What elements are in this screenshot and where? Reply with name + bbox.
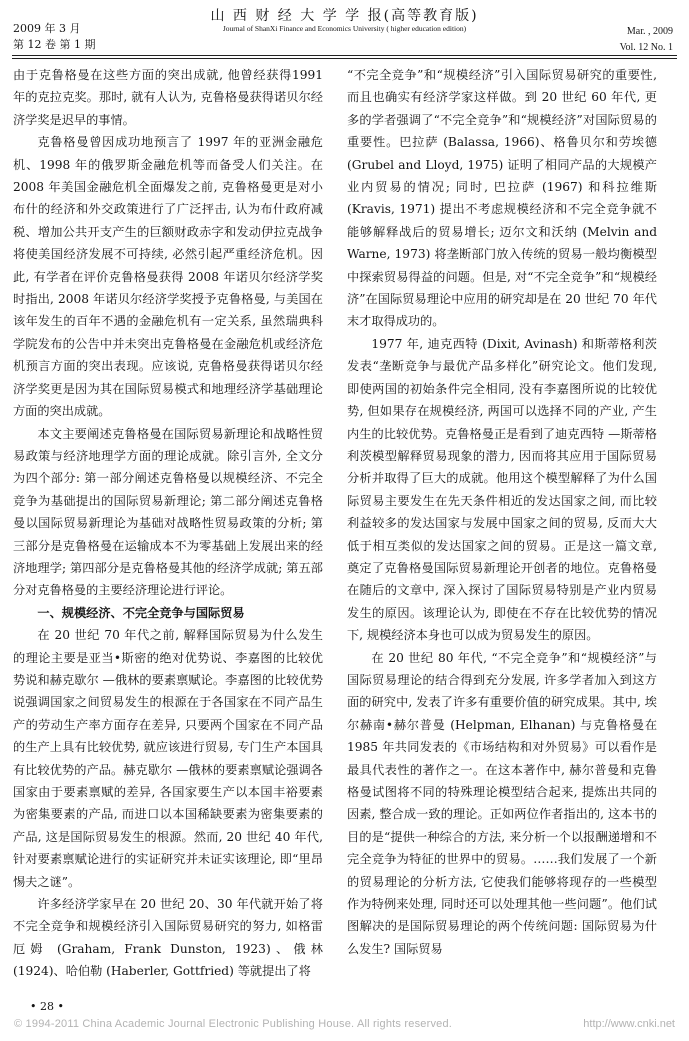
issue-date-cn: 2009 年 3 月 [13,22,81,35]
issue-volume-cn: 第 12 卷 第 1 期 [13,38,96,51]
issue-date-en: Mar. , 2009 [626,26,673,37]
copyright-notice: © 1994-2011 China Academic Journal Electronic Publishing House. All rights reserved. [14,1018,453,1030]
header-rule [12,55,677,56]
journal-title-en: Journal of ShanXi Finance and Economics University ( higher education edition) [222,24,467,33]
header-rule-thin [12,58,677,59]
body-paragraph: 本文主要阐述克鲁格曼在国际贸易新理论和战略性贸易政策与经济地理学方面的理论成就。除引言外, 全文分为四个部分: 第一部分阐述克鲁格曼以规模经济、不完全竞争为基础提出的国际贸易新理论; 第二部分阐述克鲁格曼以国际贸易新理论为基础对战略性贸易政策的分析; 第三部分是克鲁格曼在运输成本不为零基础上发展出来的经济地理学; 第四部分是克鲁格曼其他的经济学成就; 第五部分对克鲁格曼的主要经济理论进行评论。 [13,426,323,598]
left-text-column [13,64,323,983]
right-text-column [347,64,657,960]
body-paragraph: 在 20 世纪 70 年代之前, 解释国际贸易为什么发生的理论主要是亚当•斯密的绝对优势说、李嘉图的比较优势说和赫克歇尔 —俄林的要素禀赋论。李嘉图的比较优势说强调国家之间贸易发生的根源在于各国家在不同产品生产的劳动生产率方面存在差异, 只要两个国家在不同产品的生产上具有比较优势, 就应该进行贸易, 专门生产本国具有比较优势的产品。赫克歇尔 —俄林的要素禀赋论强调各国家由于要素禀赋的差异, 各国家要生产以本国丰裕要素为密集要素的产品, 而进口以本国稀缺要素为密集要素的产品, 这是国际贸易发生的根源。然而, 20 世纪 40 年代, 针对要素禀赋论进行的实证研究并未证实该理论, 即“里昂惕夫之谜”。 [13,628,323,889]
footer-url-link[interactable]: http://www.cnki.net [583,1018,675,1030]
issue-volume-en: Vol. 12 No. 1 [619,42,673,53]
section-heading: 一、规模经济、不完全竞争与国际贸易 [37,605,245,620]
body-paragraph: 许多经济学家早在 20 世纪 20、30 年代就开始了将不完全竞争和规模经济引入国际贸易研究的努力, 如格雷厄姆 (Graham, Frank Dunston, 1923)、俄林 (1924)、哈伯勒 (Haberler, Gottfried) 等就提出了将 [13,897,323,979]
page-header [0,0,689,64]
journal-title-cn: 山 西 财 经 大 学 学 报(高等教育版) [210,8,479,24]
body-paragraph: 1977 年, 迪克西特 (Dixit, Avinash) 和斯蒂格利茨发表“垄断竞争与最优产品多样化”研究论文。他们发现, 即使两国的初始条件完全相同, 没有李嘉图所说的比较优势, 但如果存在规模经济, 两国可以选择不同的产业, 产生内生的比较优势。克鲁格曼正是看到了迪克西特 —斯蒂格利茨模型解释贸易现象的潜力, 因而将其应用于国际贸易分析并取得了巨大的成就。他用这个模型解释了为什么国际贸易主要发生在先天条件相近的发达国家之间, 而比较利益较多的发达国家与发展中国家之间的贸易, 反而大大低于相互类似的发达国家之间的贸易。正是这一篇文章, 奠定了克鲁格曼国际贸易新理论开创者的地位。克鲁格曼在随后的文章中, 深入探讨了国际贸易特别是产业内贸易发生的原因。该理论认为, 即使在不存在比较优势的情况下, 规模经济本身也可以成为贸易发生的原因。 [347,336,657,643]
body-paragraph: 在 20 世纪 80 年代, “不完全竞争”和“规模经济”与国际贸易理论的结合得到充分发展, 许多学者加入到这方面的研究中, 发表了许多有重要价值的研究成果。其中, 埃尔赫南•赫尔普曼 (Helpman, Elhanan) 与克鲁格曼在 1985 年共同发表的《市场结构和对外贸易》可以看作是最具代表性的著作之一。在这本著作中, 赫尔普曼和克鲁格曼试图将不同的特殊理论模型结合起来, 提炼出共同的因素, 整合成一致的理论。正如两位作者指出的, 这本书的目的是“提供一种综合的方法, 来分析一个以报酬递增和不完全竞争为特征的世界中的贸易。……我们发展了一个新的贸易理论的分析方法, 它使我们能够将现存的一些模型作为特例来处理, 同时还可以处理其他一些问题”。他们试图解决的是国际贸易理论的两个传统问题: 国际贸易为什么发生? 国际贸易 [347,650,657,956]
page-number: • 28 • [30,1000,64,1013]
body-paragraph: 克鲁格曼曾因成功地预言了 1997 年的亚洲金融危机、1998 年的俄罗斯金融危机等而备受人们关注。在 2008 年美国金融危机全面爆发之前, 克鲁格曼更是对小布什的经济和外交政策进行了广泛抨击, 认为布什政府减税、增加公共开支产生的巨额财政赤字和发动伊拉克战争将使美国经济发展不可持续, 必然引起严重经济危机。因此, 有学者在评价克鲁格曼获得 2008 年诺贝尔经济学奖时指出, 2008 年诺贝尔经济学奖授予克鲁格曼, 与美国在该年发生的百年不遇的金融危机有一定关系, 虽然瑞典科学院发布的公告中并未突出克鲁格曼在金融危机或经济危机预言方面的突出表现。应该说, 克鲁格曼获得诺贝尔经济学奖更是因为其在国际贸易模式和地理经济学基础理论方面的突出成就。 [13,135,323,419]
body-paragraph: 由于克鲁格曼在这些方面的突出成就, 他曾经获得1991 年的克拉克奖。那时, 就有人认为, 克鲁格曼获得诺贝尔经济学奖是迟早的事情。 [13,68,323,127]
body-paragraph: “不完全竞争”和“规模经济”引入国际贸易研究的重要性, 而且也确实有经济学家这样做。到 20 世纪 60 年代, 更多的学者强调了“不完全竞争”和“规模经济”对国际贸易的重要性。巴拉萨 (Balassa, 1966)、格鲁贝尔和劳埃德 (Grubel and Lloyd, 1975) 证明了相同产品的大规模产业内贸易的情况; 同时, 巴拉萨 (1967) 和科拉维斯 (Kravis, 1971) 提出不考虑规模经济和不完全竞争就不能够解释战后的贸易增长; 迈尔文和沃纳 (Melvin and Warne, 1973) 将垄断部门放入传统的贸易一般均衡模型中探索贸易得益的问题。但是, 对“不完全竞争”和“规模经济”在国际贸易理论中应用的研究却是在 20 世纪 70 年代末才取得成功的。 [347,68,657,329]
